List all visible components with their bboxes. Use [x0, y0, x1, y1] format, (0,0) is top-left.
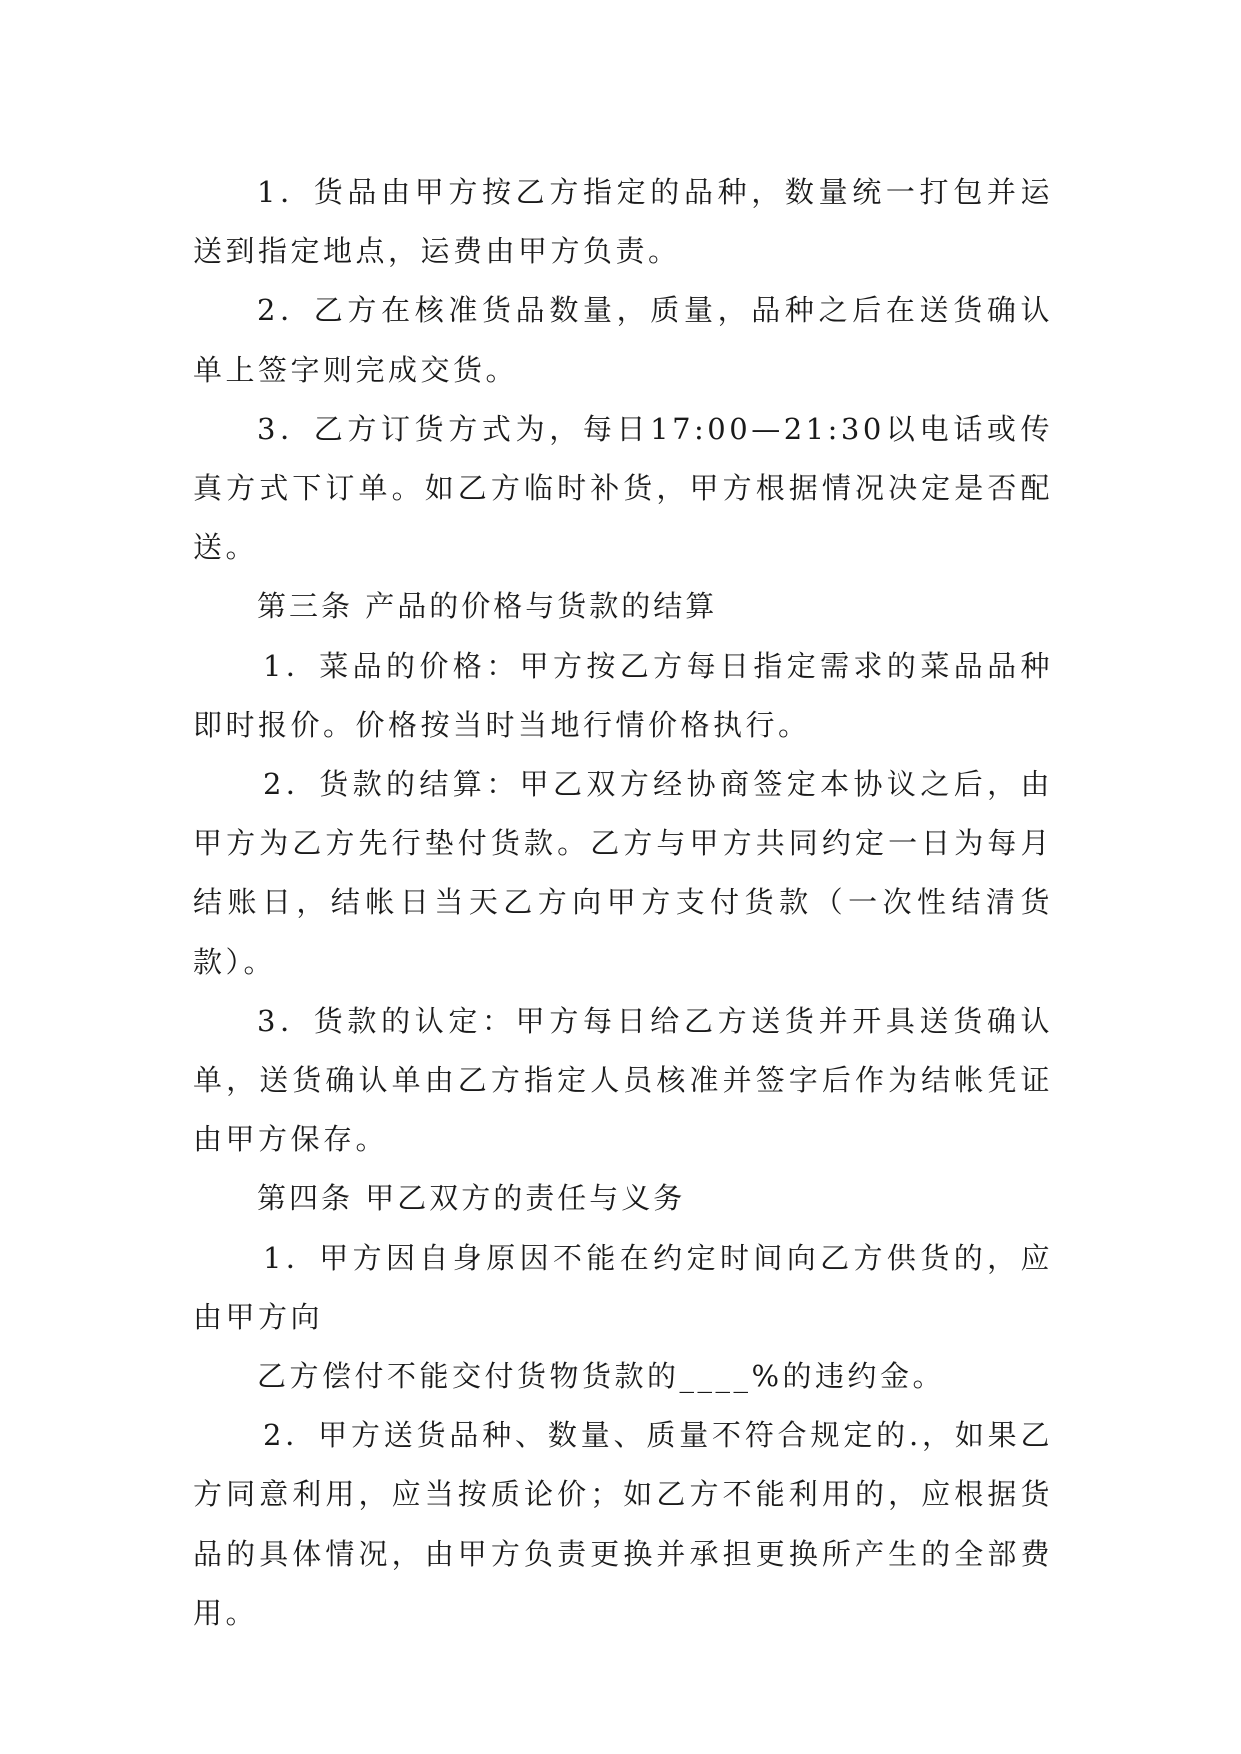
article-four-heading: 第四条 甲乙双方的责任与义务	[257, 1181, 686, 1216]
clause-delivery-confirmation: 2．乙方在核准货品数量，质量，品种之后在送货确认单上签字则完成交货。	[193, 293, 1053, 387]
clause-delivery-packing: 1．货品由甲方按乙方指定的品种，数量统一打包并运送到指定地点，运费由甲方负责。	[193, 175, 1053, 269]
document-body	[193, 163, 1053, 1643]
clause-payment-confirmation: 3．货款的认定：甲方每日给乙方送货并开具送货确认单，送货确认单由乙方指定人员核准并签字后作为结帐凭证由甲方保存。	[193, 1003, 1053, 1157]
article-three-heading: 第三条 产品的价格与货款的结算	[257, 589, 718, 624]
clause-product-price: 1．菜品的价格：甲方按乙方每日指定需求的菜品品种即时报价。价格按当时当地行情价格执行。	[193, 648, 1053, 742]
clause-nonconforming-goods: 2．甲方送货品种、数量、质量不符合规定的.，如果乙方同意利用，应当按质论价；如乙方不能利用的，应根据货品的具体情况，由甲方负责更换并承担更换所产生的全部费用。	[193, 1418, 1053, 1630]
clause-penalty-rate: 乙方偿付不能交付货物货款的____%的违约金。	[257, 1359, 946, 1394]
clause-payment-settlement: 2．货款的结算：甲乙双方经协商签定本协议之后，由甲方为乙方先行垫付货款。乙方与甲方共同约定一日为每月结账日，结帐日当天乙方向甲方支付货款（一次性结清货款）。	[193, 767, 1053, 979]
clause-order-method: 3．乙方订货方式为，每日17:00—21:30以电话或传真方式下订单。如乙方临时补货，甲方根据情况决定是否配送。	[193, 411, 1053, 565]
clause-supply-failure: 1．甲方因自身原因不能在约定时间向乙方供货的，应由甲方向	[193, 1240, 1053, 1334]
